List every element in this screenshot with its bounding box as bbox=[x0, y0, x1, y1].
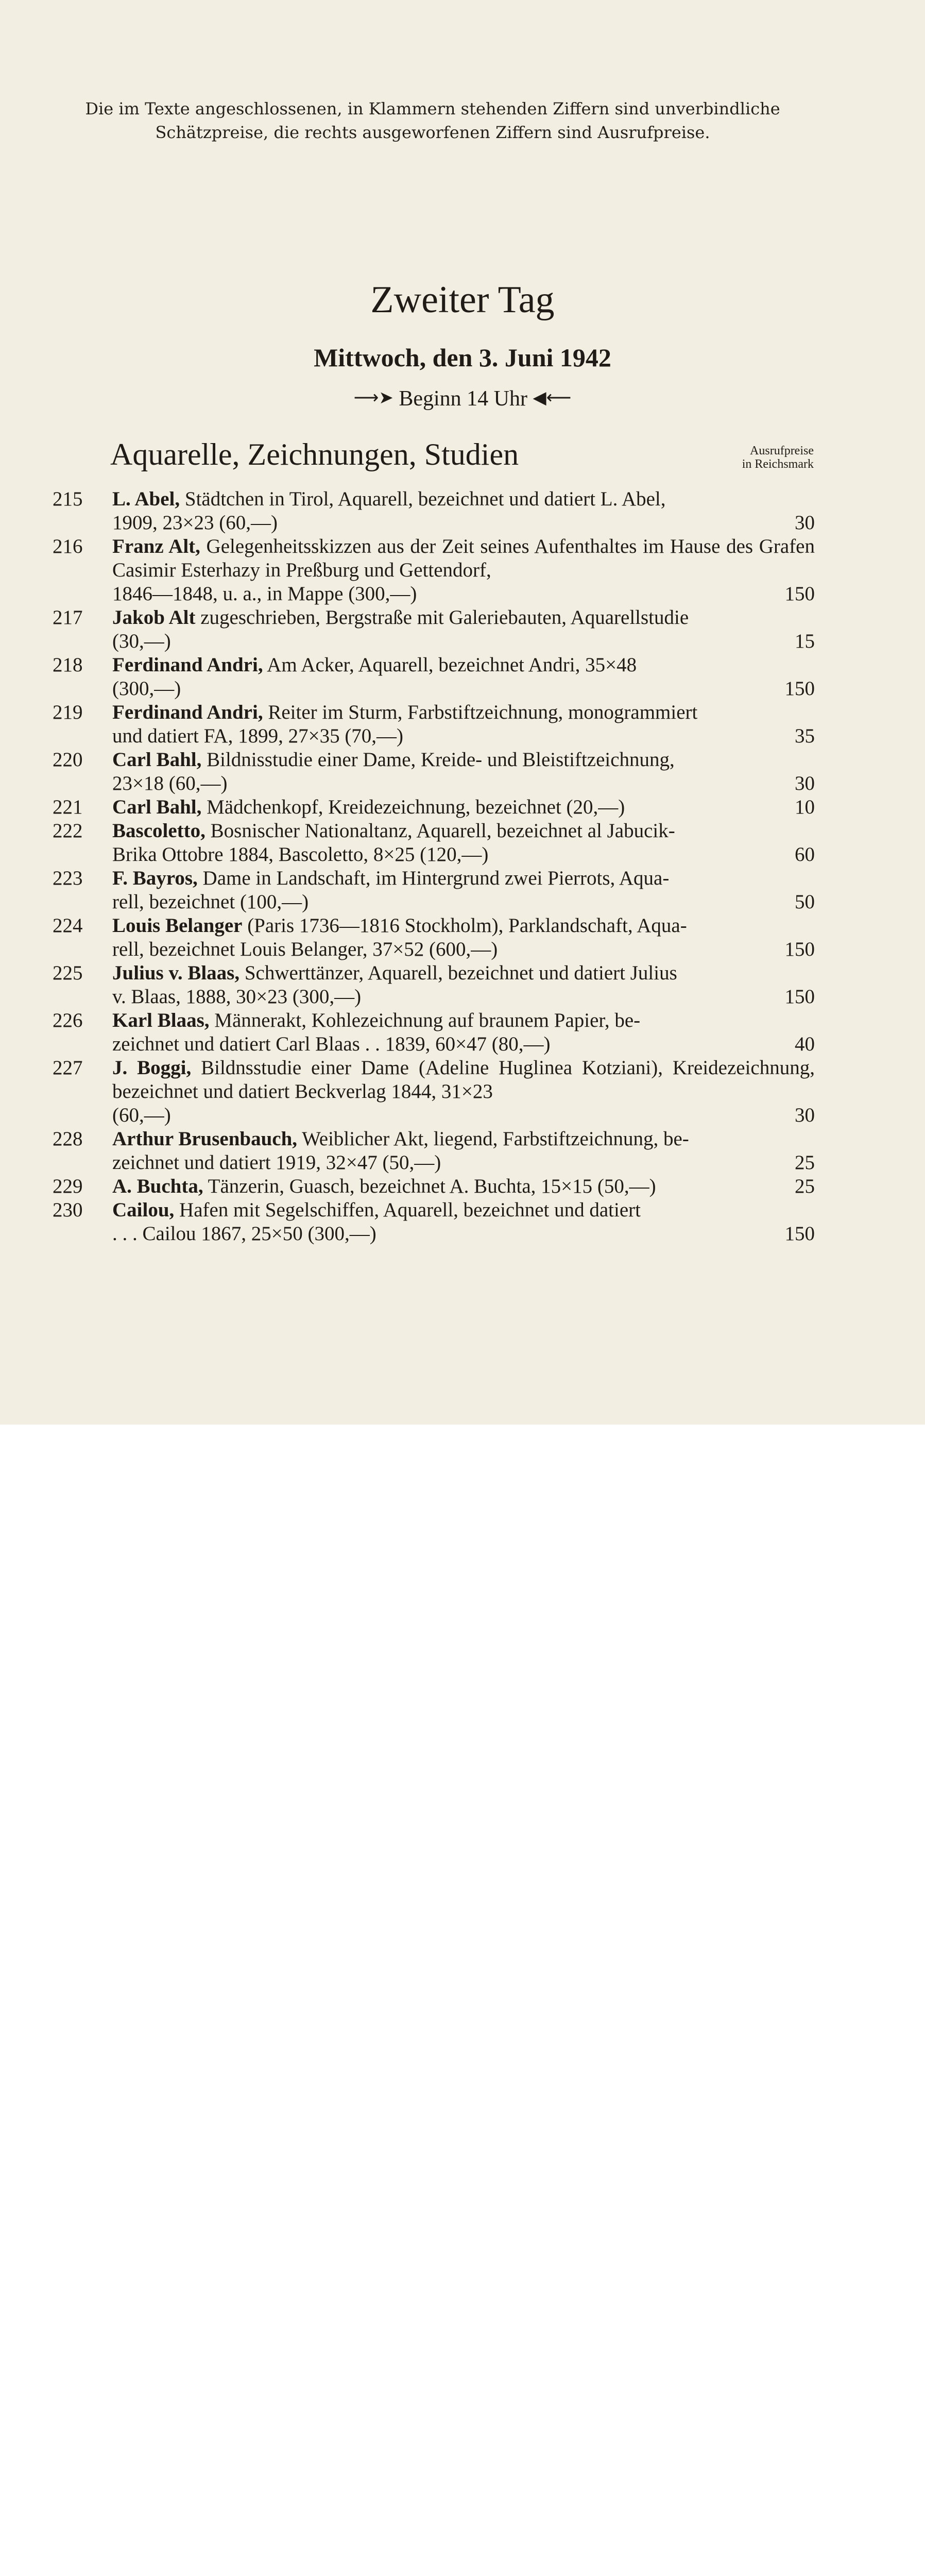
lot-description bbox=[112, 867, 815, 914]
lot-description bbox=[112, 961, 815, 1009]
lot-description bbox=[112, 914, 815, 961]
lot-title: Hafen mit Segelschiffen, Aquarell, bezeichnet und datiert bbox=[174, 1199, 641, 1221]
lot-starting-price: 15 bbox=[795, 630, 815, 652]
lot-last-line bbox=[112, 724, 815, 748]
lot-number: 215 bbox=[53, 488, 83, 510]
lot-details: v. Blaas, 1888, 30×23 (300,—) bbox=[112, 986, 362, 1008]
lot-title: Männerakt, Kohlezeichnung auf braunem Papier, be- bbox=[209, 1009, 641, 1031]
lot-entry bbox=[53, 961, 815, 1009]
lot-text bbox=[112, 1127, 815, 1151]
lot-last-line bbox=[112, 1151, 815, 1175]
artist-name: Franz Alt, bbox=[112, 535, 200, 557]
lot-number: 227 bbox=[53, 1057, 83, 1079]
artist-name: Ferdinand Andri, bbox=[112, 701, 263, 723]
lot-entry bbox=[53, 487, 815, 535]
lot-number: 216 bbox=[53, 535, 83, 557]
artist-name: Ferdinand Andri, bbox=[112, 654, 263, 676]
lot-number: 229 bbox=[53, 1175, 83, 1197]
lot-estimate-line bbox=[112, 677, 181, 701]
lot-estimate-line bbox=[112, 890, 309, 914]
artist-name: Carl Bahl, bbox=[112, 749, 202, 771]
lot-details: rell, bezeichnet Louis Belanger, 37×52 (600,—) bbox=[112, 938, 498, 960]
lot-starting-price: 10 bbox=[795, 796, 815, 818]
lot-details: 1909, 23×23 (60,—) bbox=[112, 512, 278, 534]
lot-entry bbox=[53, 1127, 815, 1175]
lot-details: zeichnet und datiert Carl Blaas . . 1839, 60×47 (80,—) bbox=[112, 1033, 551, 1055]
lot-description bbox=[112, 819, 815, 867]
artist-name: Carl Bahl, bbox=[112, 796, 202, 818]
lot-description bbox=[112, 1175, 815, 1198]
artist-name: Arthur Brusenbauch, bbox=[112, 1128, 298, 1150]
lot-starting-price: 150 bbox=[784, 938, 815, 960]
artist-name: J. Boggi, bbox=[112, 1057, 192, 1079]
lot-number: 217 bbox=[53, 606, 83, 629]
lot-entry bbox=[53, 1198, 815, 1246]
lot-number: 230 bbox=[53, 1199, 83, 1221]
lot-description bbox=[112, 1009, 815, 1056]
artist-name: Jakob Alt bbox=[112, 606, 196, 629]
artist-name: Cailou, bbox=[112, 1199, 175, 1221]
lot-starting-price: 150 bbox=[784, 677, 815, 700]
lot-number: 224 bbox=[53, 914, 83, 937]
lot-description bbox=[112, 795, 815, 819]
lot-details: Brika Ottobre 1884, Bascoletto, 8×25 (120,—) bbox=[112, 843, 489, 866]
lot-estimate-line bbox=[112, 1222, 376, 1246]
lot-starting-price: 30 bbox=[795, 512, 815, 534]
lot-description bbox=[112, 535, 815, 606]
lot-title: Reiter im Sturm, Farbstiftzeichnung, monogrammiert bbox=[263, 701, 698, 723]
lot-text bbox=[112, 653, 815, 677]
lot-title: Weiblicher Akt, liegend, Farbstiftzeichnung, be- bbox=[297, 1128, 689, 1150]
lot-text bbox=[112, 1198, 815, 1222]
lot-last-line bbox=[112, 511, 815, 535]
lot-number: 219 bbox=[53, 701, 83, 723]
lot-entry bbox=[53, 748, 815, 795]
artist-name: A. Buchta, bbox=[112, 1175, 203, 1197]
lot-last-line bbox=[112, 843, 815, 867]
lot-entry bbox=[53, 1056, 815, 1127]
left-arrow-icon: ◀⟵ bbox=[533, 388, 572, 408]
lot-title: Am Acker, Aquarell, bezeichnet Andri, 35×48 bbox=[263, 654, 637, 676]
lot-list bbox=[53, 487, 815, 1246]
lot-details: Mädchenkopf, Kreidezeichnung, bezeichnet (20,—) bbox=[201, 796, 625, 818]
lot-last-line bbox=[112, 630, 815, 653]
lot-last-line bbox=[112, 1175, 815, 1198]
lot-starting-price: 50 bbox=[795, 891, 815, 913]
lot-starting-price: 25 bbox=[795, 1175, 815, 1197]
price-header-line-1: Ausrufpreise bbox=[750, 444, 814, 457]
lot-estimate-line bbox=[112, 795, 625, 819]
lot-text bbox=[112, 701, 815, 724]
lot-last-line bbox=[112, 795, 815, 819]
lot-starting-price: 35 bbox=[795, 725, 815, 747]
begin-time: Beginn 14 Uhr bbox=[399, 387, 527, 411]
section-title: Aquarelle, Zeichnungen, Studien bbox=[110, 437, 519, 471]
lot-starting-price: 30 bbox=[795, 772, 815, 794]
lot-entry bbox=[53, 606, 815, 653]
intro-note bbox=[46, 97, 819, 144]
lot-number: 221 bbox=[53, 796, 83, 818]
lot-title: Städtchen in Tirol, Aquarell, bezeichnet und datiert L. Abel, bbox=[180, 488, 666, 510]
lot-description bbox=[112, 487, 815, 535]
lot-estimate-line bbox=[112, 985, 361, 1009]
price-header-line-2: in Reichsmark bbox=[742, 457, 814, 471]
lot-text bbox=[112, 487, 815, 511]
lot-estimate-line bbox=[112, 938, 498, 961]
day-title: Zweiter Tag bbox=[370, 279, 555, 321]
lot-starting-price: 25 bbox=[795, 1151, 815, 1174]
intro-line-1: Die im Texte angeschlossenen, in Klammern stehenden Ziffern sind unverbindliche bbox=[85, 99, 780, 118]
lot-text bbox=[112, 867, 815, 890]
lot-last-line bbox=[112, 938, 815, 961]
lot-estimate-line bbox=[112, 630, 171, 653]
lot-estimate-line bbox=[112, 511, 278, 535]
right-arrow-icon: ⟶➤ bbox=[353, 388, 393, 408]
lot-title: Gelegenheitsskizzen aus der Zeit seines Aufenthaltes im Hause des Grafen Casimir Esterhazy in Preßburg und Gettendorf, bbox=[112, 535, 815, 581]
footer bbox=[0, 1425, 925, 1500]
lot-details: (300,—) bbox=[112, 677, 181, 700]
lot-description bbox=[112, 1127, 815, 1175]
lot-text bbox=[112, 748, 815, 772]
lot-details: 1846—1848, u. a., in Mappe (300,—) bbox=[112, 583, 417, 605]
lot-entry bbox=[53, 914, 815, 961]
lot-description bbox=[112, 748, 815, 795]
lot-number: 223 bbox=[53, 867, 83, 889]
lot-last-line bbox=[112, 890, 815, 914]
lot-number: 226 bbox=[53, 1009, 83, 1031]
day-begin bbox=[0, 386, 925, 411]
lot-starting-price: 150 bbox=[784, 1223, 815, 1245]
lot-description bbox=[112, 701, 815, 748]
lot-number: 222 bbox=[53, 820, 83, 842]
lot-number: 225 bbox=[53, 962, 83, 984]
lot-title: (Paris 1736—1816 Stockholm), Parklandschaft, Aqua- bbox=[242, 914, 687, 937]
lot-details: (30,—) bbox=[112, 630, 171, 652]
lot-entry bbox=[53, 653, 815, 701]
lot-estimate-line bbox=[112, 843, 488, 867]
lot-text bbox=[112, 819, 815, 843]
lot-entry bbox=[53, 819, 815, 867]
lot-estimate-line bbox=[112, 1151, 441, 1175]
lot-entry bbox=[53, 867, 815, 914]
lot-text bbox=[112, 914, 815, 938]
lot-starting-price: 40 bbox=[795, 1033, 815, 1055]
lot-estimate-line bbox=[112, 582, 417, 606]
lot-text bbox=[112, 535, 815, 582]
lot-title: Bildnsstudie einer Dame (Adeline Huglinea Kotziani), Kreidezeichnung, bezeichnet und datiert Beckverlag 1844, 31×23 bbox=[112, 1057, 815, 1103]
lot-details: und datiert FA, 1899, 27×35 (70,—) bbox=[112, 725, 404, 747]
lot-last-line bbox=[112, 772, 815, 795]
lot-title: Bosnischer Nationaltanz, Aquarell, bezeichnet al Jabucik- bbox=[205, 820, 675, 842]
lot-number: 228 bbox=[53, 1128, 83, 1150]
lot-title: Dame in Landschaft, im Hintergrund zwei Pierrots, Aqua- bbox=[197, 867, 670, 889]
price-column-header bbox=[680, 444, 814, 471]
lot-entry bbox=[53, 535, 815, 606]
lot-estimate-line bbox=[112, 1104, 171, 1127]
lot-details: (60,—) bbox=[112, 1104, 171, 1126]
lot-last-line bbox=[112, 985, 815, 1009]
lot-title: Bildnisstudie einer Dame, Kreide- und Bleistiftzeichnung, bbox=[201, 749, 675, 771]
lot-last-line bbox=[112, 582, 815, 606]
lot-number: 220 bbox=[53, 749, 83, 771]
lot-details: zeichnet und datiert 1919, 32×47 (50,—) bbox=[112, 1151, 441, 1174]
day-date: Mittwoch, den 3. Juni 1942 bbox=[314, 343, 611, 372]
lot-number: 218 bbox=[53, 654, 83, 676]
lot-entry bbox=[53, 1009, 815, 1056]
lot-entry bbox=[53, 701, 815, 748]
lot-details: Tänzerin, Guasch, bezeichnet A. Buchta, 15×15 (50,—) bbox=[203, 1175, 656, 1197]
lot-starting-price: 150 bbox=[784, 583, 815, 605]
lot-estimate-line bbox=[112, 724, 403, 748]
artist-name: Bascoletto, bbox=[112, 820, 205, 842]
lot-text bbox=[112, 606, 815, 630]
lot-estimate-line bbox=[112, 772, 227, 795]
artist-name: L. Abel, bbox=[112, 488, 180, 510]
lot-title: zugeschrieben, Bergstraße mit Galeriebauten, Aquarellstudie bbox=[195, 606, 689, 629]
lot-estimate-line bbox=[112, 1032, 551, 1056]
lot-details: rell, bezeichnet (100,—) bbox=[112, 891, 309, 913]
lot-details: . . . Cailou 1867, 25×50 (300,—) bbox=[112, 1223, 376, 1245]
lot-text bbox=[112, 1009, 815, 1032]
lot-text bbox=[112, 1056, 815, 1104]
artist-name: Julius v. Blaas, bbox=[112, 962, 240, 984]
lot-last-line bbox=[112, 1032, 815, 1056]
artist-name: Louis Belanger bbox=[112, 914, 243, 937]
lot-starting-price: 30 bbox=[795, 1104, 815, 1126]
lot-estimate-line bbox=[112, 1175, 656, 1198]
lot-description bbox=[112, 606, 815, 653]
lot-text bbox=[112, 961, 815, 985]
intro-line-2: Schätzpreise, die rechts ausgeworfenen Ziffern sind Ausrufpreise. bbox=[155, 123, 710, 142]
lot-last-line bbox=[112, 1104, 815, 1127]
lot-entry bbox=[53, 795, 815, 819]
lot-starting-price: 150 bbox=[784, 986, 815, 1008]
lot-description bbox=[112, 653, 815, 701]
lot-entry bbox=[53, 1175, 815, 1198]
lot-title: Schwerttänzer, Aquarell, bezeichnet und datiert Julius bbox=[239, 962, 677, 984]
lot-last-line bbox=[112, 677, 815, 701]
lot-description bbox=[112, 1198, 815, 1246]
lot-last-line bbox=[112, 1222, 815, 1246]
lot-description bbox=[112, 1056, 815, 1127]
lot-starting-price: 60 bbox=[795, 843, 815, 866]
artist-name: Karl Blaas, bbox=[112, 1009, 210, 1031]
artist-name: F. Bayros, bbox=[112, 867, 198, 889]
lot-details: 23×18 (60,—) bbox=[112, 772, 228, 794]
